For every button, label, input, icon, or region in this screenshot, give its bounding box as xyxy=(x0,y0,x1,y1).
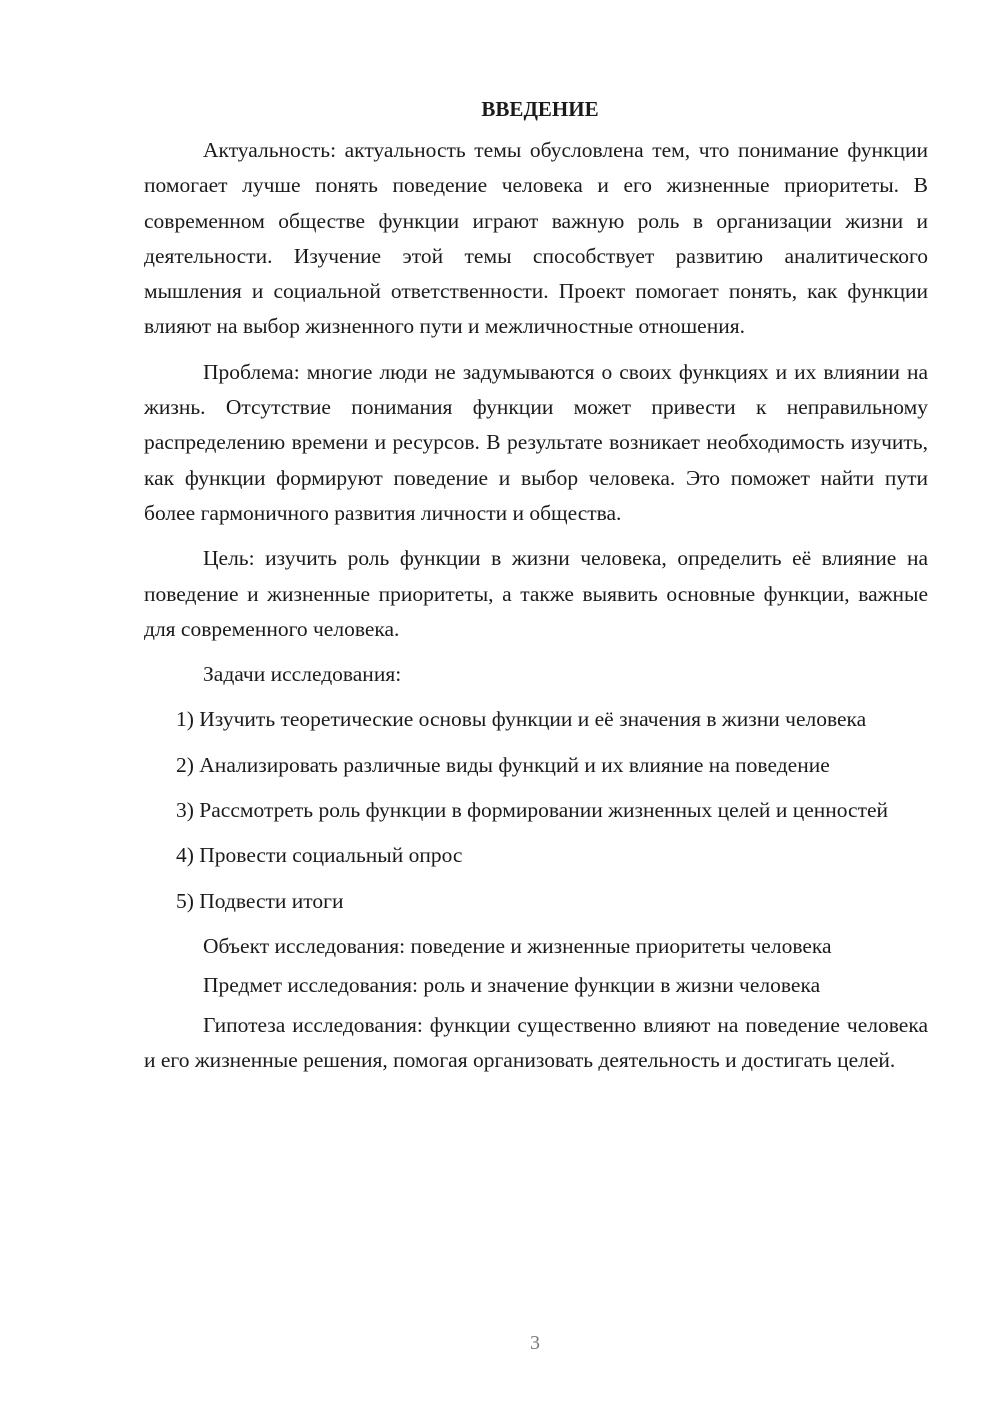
task-item-2: 2) Анализировать различные виды функций и их влияние на поведение xyxy=(176,752,830,777)
goal-paragraph: Цель: изучить роль функции в жизни человека, определить её влияние на поведение и жизненные приоритеты, а также выявить основные функции, важные для современного человека. xyxy=(144,546,928,641)
task-item-5: 5) Подвести итоги xyxy=(176,888,344,913)
page-title: ВВЕДЕНИЕ xyxy=(481,97,599,121)
hypothesis-paragraph: Гипотеза исследования: функции существенно влияют на поведение человека и его жизненные решения, помогая организовать деятельность и достигать целей. xyxy=(144,1012,928,1072)
page-number: 3 xyxy=(530,1332,540,1354)
subject-paragraph: Предмет исследования: роль и значение функции в жизни человека xyxy=(203,973,821,998)
problem-paragraph: Проблема: многие люди не задумываются о своих функциях и их влиянии на жизнь. Отсутствие понимания функции может привести к неправильному распределению времени и ресурсов. В результате возникает необходимость изучить, как функции формируют поведение и выбор человека. Это поможет найти пути более гармоничного развития личности и общества. xyxy=(144,359,928,525)
document-page xyxy=(144,92,928,1088)
relevance-paragraph: Актуальность: актуальность темы обусловлена тем, что понимание функции помогает лучше понять поведение человека и его жизненные приоритеты. В современном обществе функции играют важную роль в организации жизни и деятельности. Изучение этой темы способствует развитию аналитического мышления и социальной ответственности. Проект помогает понять, как функции влияют на выбор жизненного пути и межличностные отношения. xyxy=(144,138,928,339)
object-paragraph: Объект исследования: поведение и жизненные приоритеты человека xyxy=(203,933,832,958)
tasks-heading: Задачи исследования: xyxy=(203,662,402,687)
task-item-3: 3) Рассмотреть роль функции в формировании жизненных целей и ценностей xyxy=(176,798,889,823)
task-item-1: 1) Изучить теоретические основы функции и её значения в жизни человека xyxy=(176,707,867,732)
task-item-4: 4) Провести социальный опрос xyxy=(176,843,463,868)
